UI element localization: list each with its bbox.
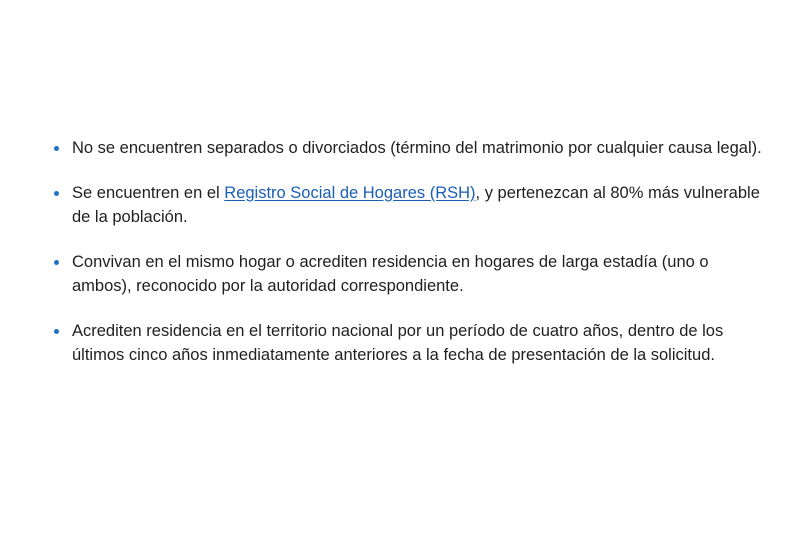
bullet-icon bbox=[54, 260, 59, 265]
list-item bbox=[52, 181, 772, 230]
requirements-list bbox=[52, 136, 772, 368]
list-item-text: Convivan en el mismo hogar o acrediten residencia en hogares de larga estadía (uno o ambos), reconocido por la autoridad correspondiente. bbox=[72, 252, 709, 295]
list-item-text-before: Se encuentren en el bbox=[72, 183, 225, 202]
bullet-icon bbox=[54, 329, 59, 334]
bullet-icon bbox=[54, 146, 59, 151]
list-item-text: No se encuentren separados o divorciados (término del matrimonio por cualquier causa legal). bbox=[72, 139, 762, 157]
bullet-icon bbox=[54, 191, 59, 196]
requirements-section bbox=[52, 136, 772, 388]
list-item-text-after: , y pertenezcan al 80% más vulnerable de la población. bbox=[72, 183, 760, 226]
list-item bbox=[52, 250, 772, 299]
registro-social-hogares-link[interactable]: Registro Social de Hogares (RSH) bbox=[224, 183, 476, 202]
list-item bbox=[52, 319, 772, 368]
list-item bbox=[52, 136, 772, 161]
list-item-text: Acrediten residencia en el territorio nacional por un período de cuatro años, dentro de los últimos cinco años inmediatamente anteriores a la fecha de presentación de la solicitud. bbox=[72, 321, 724, 364]
